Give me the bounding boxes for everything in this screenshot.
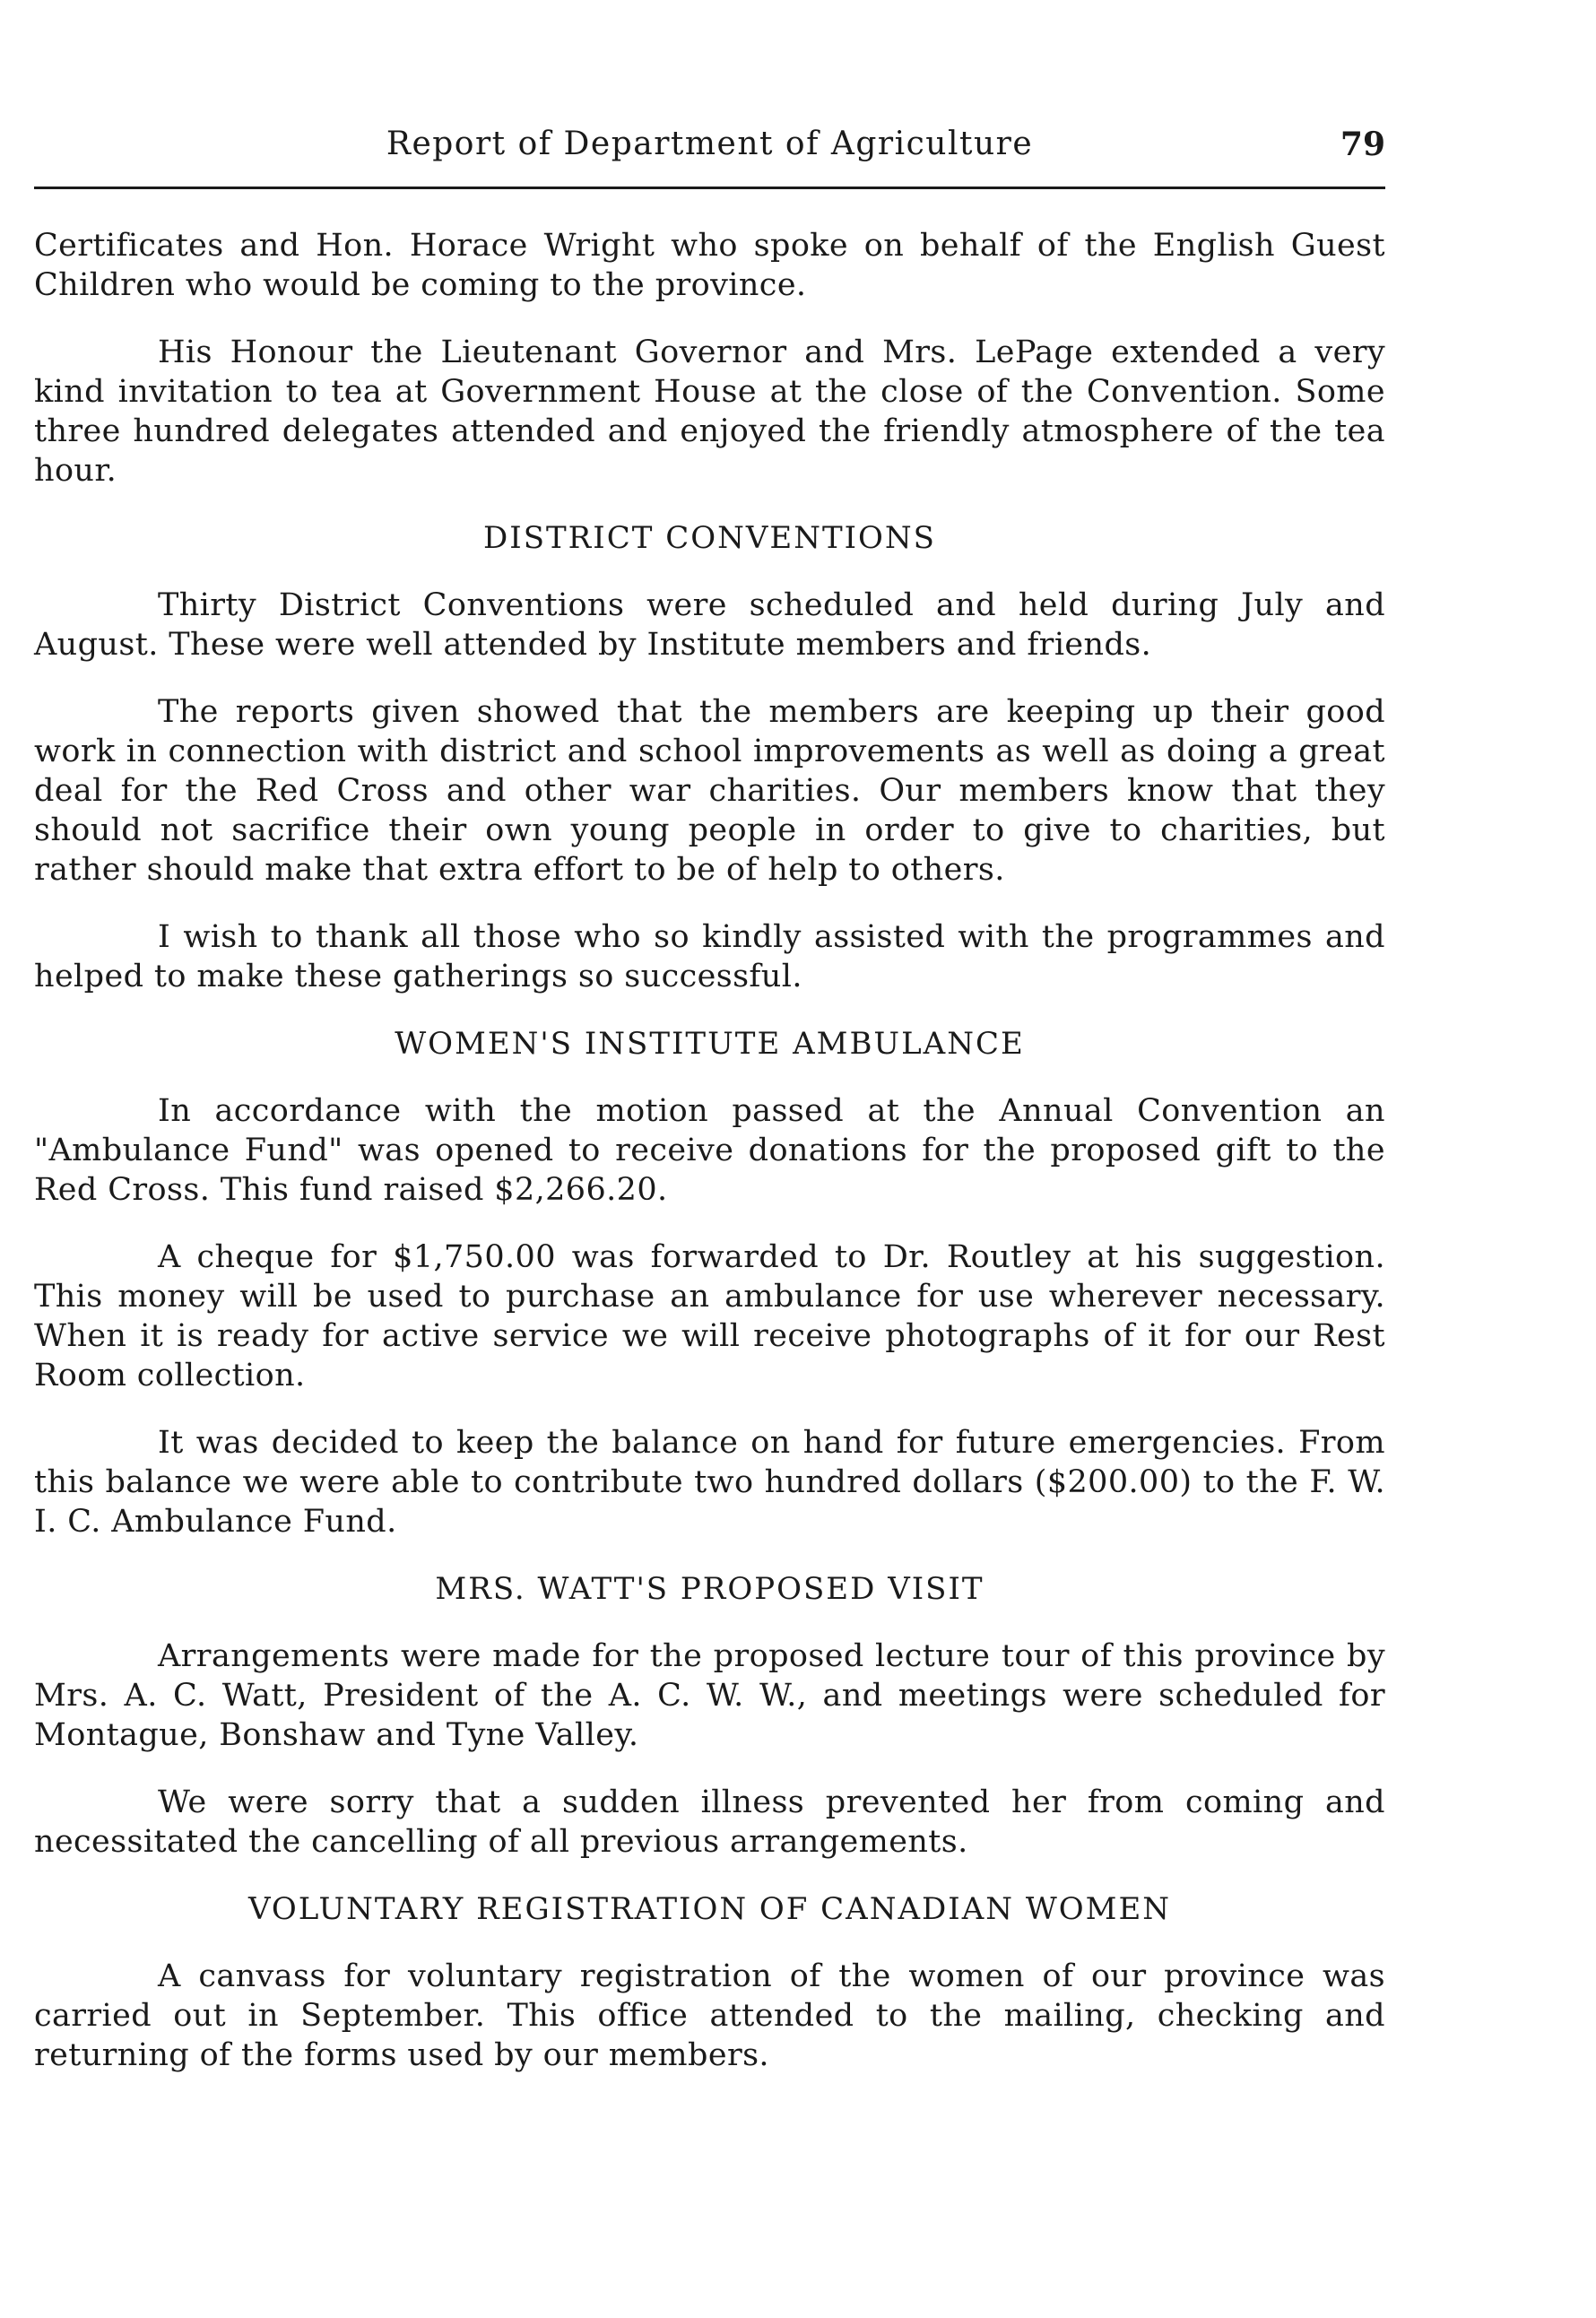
heading-district-conventions: DISTRICT CONVENTIONS — [483, 520, 936, 556]
page-body — [34, 226, 1385, 2103]
paragraph-district-schedule: Thirty District Conventions were scheduled and held during July and August. These were well attended by Institute members and friends. — [34, 587, 1385, 663]
paragraph-continued: Certificates and Hon. Horace Wright who spoke on behalf of the English Guest Children who would be coming to the province. — [34, 228, 1385, 303]
paragraph-tea-invitation: His Honour the Lieutenant Governor and Mrs. LePage extended a very kind invitation to tea at Government House at the close of the Convention. Some three hundred delegates attended and enjoyed the friendly atmosphere of the tea hour. — [34, 334, 1385, 489]
paragraph-cheque: A cheque for $1,750.00 was forwarded to Dr. Routley at his suggestion. This money will be used to purchase an ambulance for use wherever necessary. When it is ready for active service we will receive photographs of it for our Rest Room collection. — [34, 1239, 1385, 1393]
paragraph-balance: It was decided to keep the balance on hand for future emergencies. From this balance we were able to contribute two hundred dollars ($200.00) to the F. W. I. C. Ambulance Fund. — [34, 1425, 1385, 1540]
paragraph-ambulance-fund: In accordance with the motion passed at the Annual Convention an "Ambulance Fund" was opened to receive donations for the proposed gift to the Red Cross. This fund raised $2,266.20. — [34, 1093, 1385, 1208]
paragraph-thanks: I wish to thank all those who so kindly assisted with the programmes and helped to make these gatherings so successful. — [34, 919, 1385, 994]
paragraph-lecture-tour: Arrangements were made for the proposed lecture tour of this province by Mrs. A. C. Watt, President of the A. C. W. W., and meetings were scheduled for Montague, Bonshaw and Tyne Valley. — [34, 1638, 1385, 1753]
running-head — [34, 126, 1385, 179]
paragraph-canvass: A canvass for voluntary registration of the women of our province was carried out in September. This office attended to the mailing, checking and returning of the forms used by our members. — [34, 1958, 1385, 2073]
header-rule — [34, 187, 1385, 189]
heading-ambulance: WOMEN'S INSTITUTE AMBULANCE — [395, 1026, 1025, 1062]
running-title: Report of Department of Agriculture — [386, 126, 1034, 162]
heading-watt-visit: MRS. WATT'S PROPOSED VISIT — [435, 1571, 984, 1607]
page-number: 79 — [1340, 126, 1385, 163]
paragraph-district-reports: The reports given showed that the members are keeping up their good work in connection with district and school improvements as well as doing a great deal for the Red Cross and other war charities. Our members know that they should not sacrifice their own young people in order to give to charities, but rather should make that extra effort to be of help to others. — [34, 694, 1385, 888]
heading-voluntary-registration: VOLUNTARY REGISTRATION OF CANADIAN WOMEN — [247, 1891, 1172, 1927]
paragraph-cancellation: We were sorry that a sudden illness prevented her from coming and necessitated the cancelling of all previous arrangements. — [34, 1784, 1385, 1860]
